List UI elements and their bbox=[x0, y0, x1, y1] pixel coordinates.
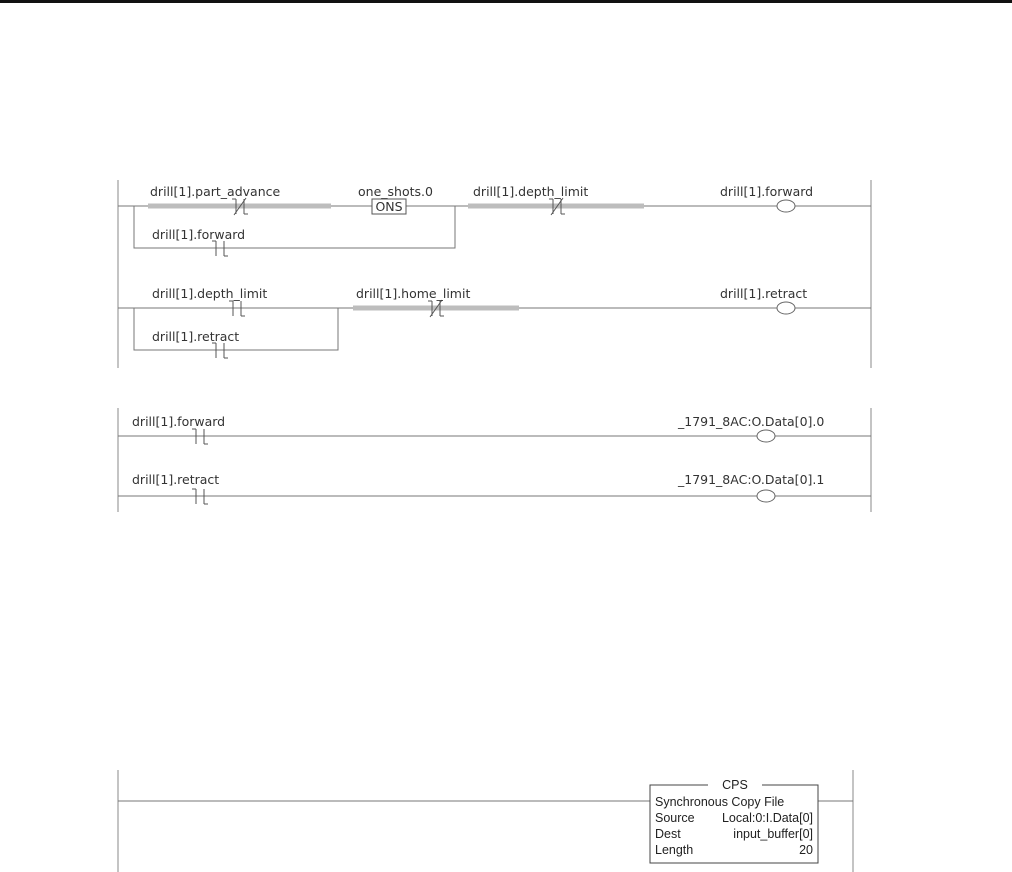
rung-2-depth-limit-label: drill[1].depth_limit bbox=[152, 286, 268, 301]
ons-label: ONS bbox=[375, 199, 403, 214]
output-1-coil-label: _1791_8AC:O.Data[0].1 bbox=[678, 472, 825, 487]
output-1-coil bbox=[757, 490, 775, 502]
cps-instruction-block bbox=[650, 778, 818, 863]
one-shot-tag-label: one_shots.0 bbox=[358, 184, 433, 199]
ladder-diagram-3 bbox=[118, 770, 853, 872]
part-advance-label: drill[1].part_advance bbox=[150, 184, 281, 199]
retract-coil bbox=[777, 302, 795, 314]
forward-contact-label: drill[1].forward bbox=[132, 414, 226, 429]
rung-1 bbox=[118, 414, 871, 444]
branch-forward-label: drill[1].forward bbox=[152, 227, 246, 242]
retract-contact-label: drill[1].retract bbox=[132, 472, 220, 487]
home-limit-label: drill[1].home_limit bbox=[356, 286, 471, 301]
depth-limit-label: drill[1].depth_limit bbox=[473, 184, 589, 199]
output-0-coil-label: _1791_8AC:O.Data[0].0 bbox=[678, 414, 825, 429]
branch-retract-label: drill[1].retract bbox=[152, 329, 240, 344]
cps-length-label: Length bbox=[655, 843, 694, 857]
cps-dest-value: input_buffer[0] bbox=[733, 827, 813, 841]
forward-coil-label: drill[1].forward bbox=[720, 184, 814, 199]
retract-coil-label: drill[1].retract bbox=[720, 286, 808, 301]
cps-source-value: Local:0:I.Data[0] bbox=[721, 811, 813, 825]
rung-2 bbox=[118, 286, 871, 358]
rung-2 bbox=[118, 472, 871, 504]
ladder-diagram-1 bbox=[118, 180, 871, 368]
forward-coil bbox=[777, 200, 795, 212]
cps-length-value: 20 bbox=[799, 843, 813, 857]
ons-instruction bbox=[372, 199, 406, 214]
rung-1 bbox=[118, 184, 871, 256]
cps-mnemonic: CPS bbox=[722, 778, 748, 792]
ladder-diagram-2 bbox=[118, 408, 871, 512]
output-0-coil bbox=[757, 430, 775, 442]
cps-dest-label: Dest bbox=[655, 827, 681, 841]
cps-title: Synchronous Copy File bbox=[655, 795, 785, 809]
cps-source-label: Source bbox=[655, 811, 695, 825]
